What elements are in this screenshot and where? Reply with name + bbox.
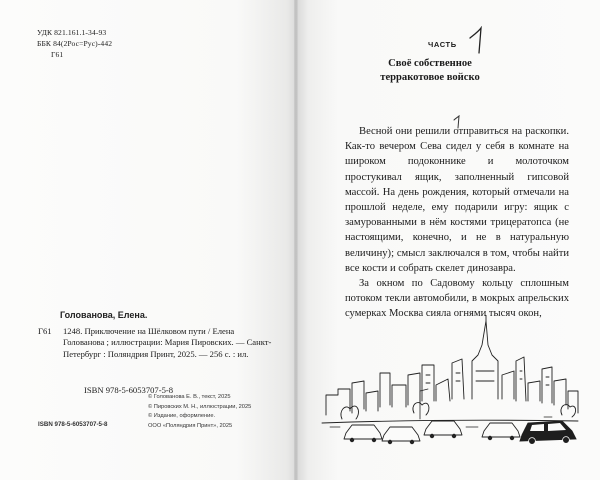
book-gutter	[294, 0, 298, 480]
copyright-list	[148, 393, 288, 431]
part-number-handwritten	[466, 26, 488, 56]
isbn-bottom: ISBN 978-5-6053707-5-8	[38, 421, 108, 428]
copyright-line: © Пировских М. Н., иллюстрации, 2025	[148, 403, 252, 410]
paragraph: Весной они решили отправиться на раскопки. Как-то вечером Сева сидел у себя в комнате на широком подоконнике и молоточком простукивал ящик, заполненный гипсовой массой. На день рождения, который отмечали на прошлой неделе, ему подарили игру: ящик с замурованными в нём костями трицератопса (не настоящими, конечно, и не в натуральную величину); смысл заключался в том, чтобы найти все кости и собрать скелет динозавра.	[345, 126, 569, 274]
copyright-line: © Голованова Е. В., текст, 2025	[148, 394, 231, 400]
chapter-title	[330, 57, 530, 85]
catalog-code: Г61	[38, 326, 52, 336]
left-page	[0, 0, 296, 480]
chapter-title-line: Своё собственное	[388, 58, 472, 69]
isbn-main: ISBN 978-5-6053707-5-8	[84, 385, 174, 395]
chapter-title-line: терракотовое войско	[380, 72, 480, 83]
udk-code: УДК 821.161.1-34-93	[37, 28, 107, 37]
bbk-code: ББК 84(2Рос=Рус)-442	[37, 39, 113, 48]
copyright-line: © Издание, оформление.	[148, 413, 216, 419]
city-illustration	[316, 315, 586, 447]
paragraph: За окном по Садовому кольцу сплошным потоком текли автомобили, в мокрых апрельских сумерках Москва сияла огнями тысяч окон,	[345, 278, 569, 320]
catalog-code-top: Г61	[51, 50, 64, 59]
author-name: Голованова, Елена.	[60, 310, 148, 320]
copyright-line: ООО «Поляндрия Принт», 2025	[148, 422, 233, 429]
book-description: 1248. Приключение на Шёлковом пути / Елена Голованова ; иллюстрации: Мария Пировских. — Санкт-Петербург : Поляндрия Принт, 2025. — 256 с. : ил.	[63, 326, 272, 359]
part-label: ЧАСТЬ	[428, 40, 457, 49]
body-text	[345, 124, 569, 322]
